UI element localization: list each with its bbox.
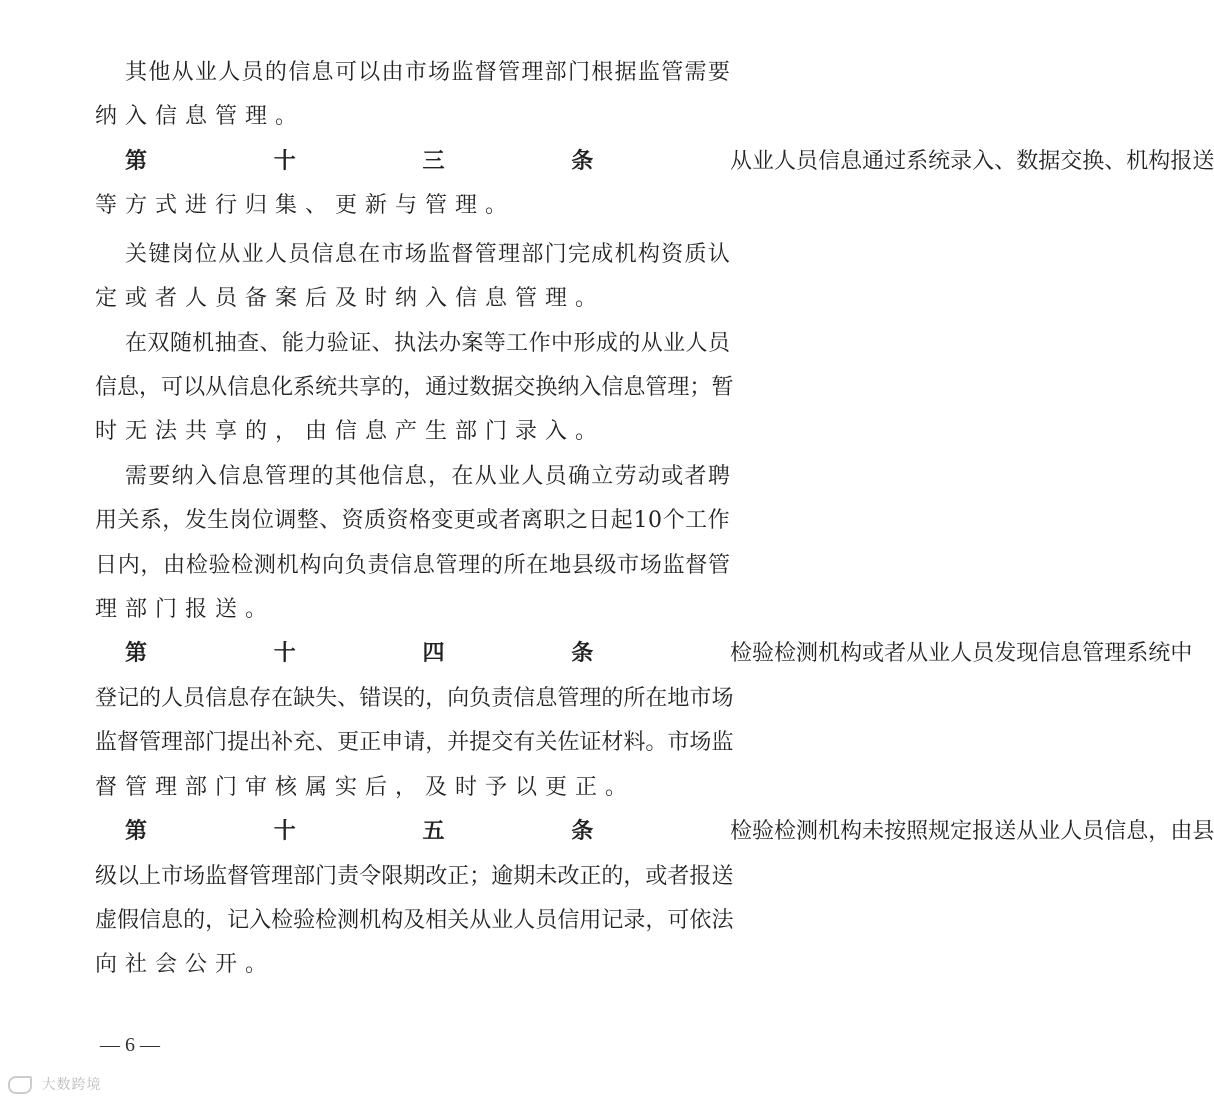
article-heading-line: 第十四条 检 验 检 测 机 构 或 者 从 业 人 员 发 现 信 息 管 理 系 统 中 [125, 641, 1193, 666]
text-line [95, 284, 730, 314]
line-text: 向社会公开。 [95, 952, 276, 977]
line-text: 虚 假 信 息 的 ， 记 入 检 验 检 测 机 构 及 相 关 从 业 人 员 信 用 记 录 ， 可 依 法 [95, 908, 734, 933]
article-number: 第十五条 [125, 819, 720, 844]
article-number: 第十四条 [125, 641, 720, 666]
text-line [125, 462, 730, 492]
line-text: 在 双 随 机 抽 查 、 能 力 验 证 、 执 法 办 案 等 工 作 中 形 成 的 从 业 人 员 [125, 331, 730, 356]
line-text: 监 督 管 理 部 门 提 出 补 充 、 更 正 申 请 ， 并 提 交 有 关 佐 证 材 料 。 市 场 监 [95, 730, 734, 755]
line-text: 定或者人员备案后及时纳入信息管理。 [95, 286, 606, 311]
text-line [125, 58, 730, 88]
line-text: 登 记 的 人 员 信 息 存 在 缺 失 、 错 误 的 ， 向 负 责 信 息 管 理 的 所 在 地 市 场 [95, 686, 734, 711]
text-line [95, 102, 730, 132]
line-text: 时无法共享的，由信息产生部门录入。 [95, 419, 606, 444]
text-line [95, 728, 734, 758]
article-number: 第十三条 [125, 149, 720, 174]
text-line [95, 906, 734, 936]
text-line [95, 506, 730, 536]
text-line [95, 551, 730, 581]
line-text: 日 内 ， 由 检 验 检 测 机 构 向 负 责 信 息 管 理 的 所 在 地 县 级 市 场 监 督 管 [95, 553, 730, 578]
watermark-text: 大数跨境 [41, 1077, 102, 1093]
text-line [125, 240, 730, 270]
text-line [95, 595, 730, 625]
text-line [95, 191, 730, 221]
line-text: 理部门报送。 [95, 597, 276, 622]
line-text: 其 他 从 业 人 员 的 信 息 可 以 由 市 场 监 督 管 理 部 门 根 据 监 管 需 要 [125, 60, 730, 85]
text-line [95, 862, 734, 892]
line-text: 用 关 系 ， 发 生 岗 位 调 整 、 资 质 资 格 变 更 或 者 离 职 之 日 起 1 0 个 工 作 [95, 508, 730, 533]
line-text: 级 以 上 市 场 监 督 管 理 部 门 责 令 限 期 改 正 ； 逾 期 未 改 正 的 ， 或 者 报 送 [95, 864, 734, 889]
line-text: 等方式进行归集、更新与管理。 [95, 193, 516, 218]
text-line [95, 373, 734, 403]
article-heading-line: 第十三条 从 业 人 员 信 息 通 过 系 统 录 入 、 数 据 交 换 、 机 构 报 送 [125, 149, 1214, 174]
article-heading-line: 第十五条 检 验 检 测 机 构 未 按 照 规 定 报 送 从 业 人 员 信 息 ， 由 县 [125, 819, 1214, 844]
text-line [95, 773, 730, 803]
line-text: 纳入信息管理。 [95, 104, 306, 129]
text-line [95, 950, 730, 980]
line-text: 信 息 ， 可 以 从 信 息 化 系 统 共 享 的 ， 通 过 数 据 交 换 纳 入 信 息 管 理 ； 暂 [95, 375, 734, 400]
text-line [125, 329, 730, 359]
line-text: 关 键 岗 位 从 业 人 员 信 息 在 市 场 监 督 管 理 部 门 完 成 机 构 资 质 认 [125, 242, 730, 267]
text-line [95, 684, 734, 714]
line-text: 督管理部门审核属实后，及时予以更正。 [95, 775, 636, 800]
watermark-logo-icon [8, 1076, 32, 1094]
page-number: — 6 — [100, 1034, 160, 1056]
text-line [95, 417, 730, 447]
watermark [8, 1074, 101, 1094]
line-text: 需 要 纳 入 信 息 管 理 的 其 他 信 息 ， 在 从 业 人 员 确 立 劳 动 或 者 聘 [125, 464, 730, 489]
